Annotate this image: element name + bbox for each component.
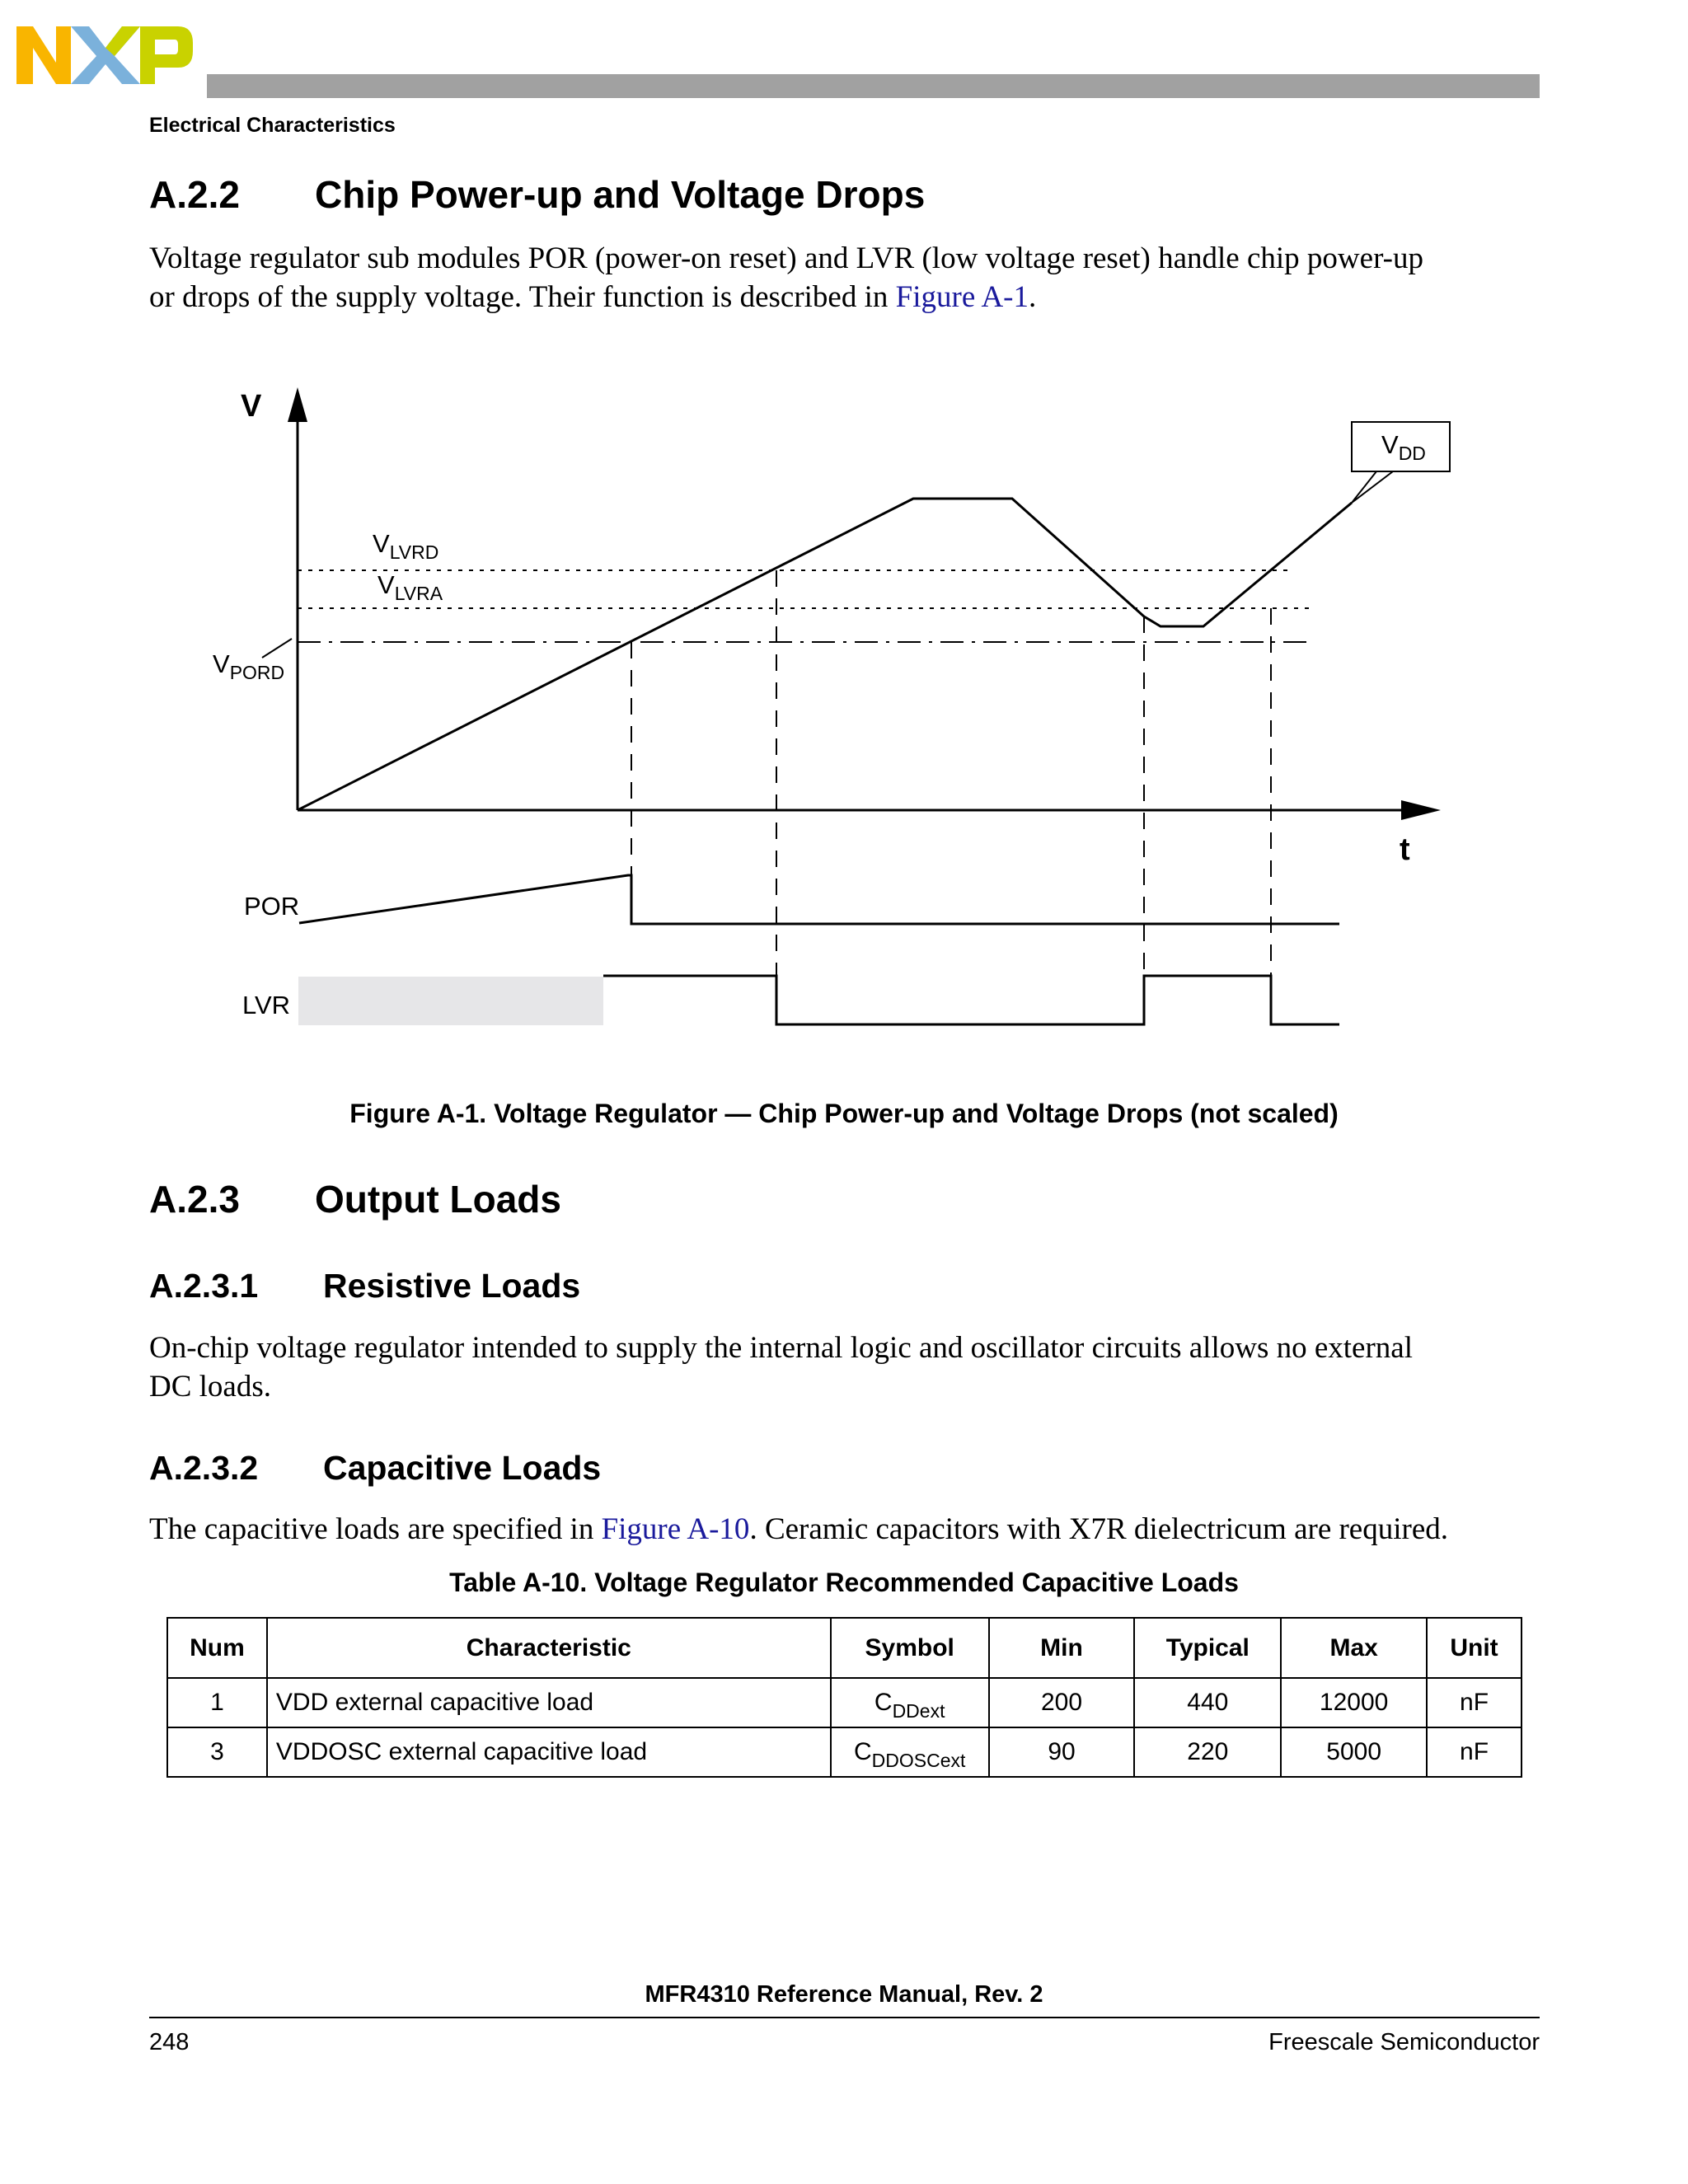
- paragraph-line: DC loads.: [149, 1370, 271, 1404]
- x-axis-label: t: [1400, 832, 1410, 867]
- header-min: Min: [989, 1618, 1135, 1678]
- x-axis-arrow: [1401, 800, 1441, 820]
- symbol-subscript: DDOSCext: [871, 1750, 966, 1771]
- section-number: A.2.3.1: [149, 1267, 259, 1305]
- header-max: Max: [1281, 1618, 1427, 1678]
- publisher-name: Freescale Semiconductor: [1268, 2029, 1540, 2055]
- cell-min: 90: [989, 1727, 1135, 1777]
- symbol-subscript: DDext: [892, 1700, 945, 1722]
- section-title: Chip Power-up and Voltage Drops: [315, 173, 926, 216]
- table-header-row: [167, 1618, 1522, 1678]
- cell-characteristic: VDD external capacitive load: [267, 1678, 831, 1727]
- lvr-label: LVR: [242, 991, 291, 1019]
- header-symbol: Symbol: [831, 1618, 989, 1678]
- por-signal: [299, 875, 1339, 924]
- y-axis-label: V: [241, 389, 262, 424]
- lvr-undefined-region: [298, 977, 603, 1025]
- nxp-logo: [16, 23, 193, 87]
- voltage-regulator-diagram: [0, 363, 1688, 1055]
- cell-unit: nF: [1427, 1678, 1522, 1727]
- cell-symbol: [831, 1727, 989, 1777]
- header-typical: Typical: [1134, 1618, 1281, 1678]
- section-heading-a23: [149, 1177, 561, 1221]
- cell-symbol: [831, 1678, 989, 1727]
- header-num: Num: [167, 1618, 267, 1678]
- paragraph-line: Voltage regulator sub modules POR (power-on reset) and LVR (low voltage reset) handle chip power-up: [149, 241, 1423, 275]
- table-row: [167, 1678, 1522, 1727]
- paragraph-line: On-chip voltage regulator intended to supply the internal logic and oscillator circuits allows no external: [149, 1331, 1414, 1365]
- running-head: Electrical Characteristics: [149, 114, 396, 137]
- table-row: [167, 1727, 1522, 1777]
- section-number: A.2.2: [149, 173, 240, 216]
- cell-characteristic: VDDOSC external capacitive load: [267, 1727, 831, 1777]
- section-number: A.2.3: [149, 1178, 240, 1221]
- capacitive-loads-table: [166, 1617, 1522, 1778]
- vdd-callout-pointer: [1352, 471, 1393, 503]
- paragraph-power-up: [149, 239, 1550, 316]
- vlvra-label: $V_{LVRA}$: [377, 570, 443, 604]
- cell-num: 3: [167, 1727, 267, 1777]
- lvr-signal: [603, 976, 1339, 1024]
- table-caption: Table A-10. Voltage Regulator Recommended Capacitive Loads: [449, 1568, 1239, 1597]
- symbol-main: C: [874, 1689, 893, 1716]
- footer-rule: [149, 2017, 1540, 2018]
- section-title: Capacitive Loads: [323, 1449, 602, 1487]
- section-heading-a22: [149, 172, 925, 217]
- paragraph-line: [149, 1510, 1550, 1549]
- header-characteristic: Characteristic: [267, 1618, 831, 1678]
- vdd-label: $V_{DD}$: [1381, 430, 1426, 464]
- figure-a1-link[interactable]: Figure A-1: [895, 280, 1029, 314]
- cell-unit: nF: [1427, 1727, 1522, 1777]
- cell-typical: 440: [1134, 1678, 1281, 1727]
- paragraph-line: [149, 278, 1550, 316]
- y-axis-arrow: [288, 387, 307, 422]
- figure-caption: Figure A-1. Voltage Regulator — Chip Power-up and Voltage Drops (not scaled): [349, 1099, 1339, 1128]
- section-number: A.2.3.2: [149, 1449, 259, 1487]
- vdd-curve: [298, 499, 1352, 810]
- section-heading-a231: [149, 1267, 580, 1305]
- paragraph-capacitive-loads: [149, 1510, 1550, 1549]
- cell-max: 5000: [1281, 1727, 1427, 1777]
- cell-num: 1: [167, 1678, 267, 1727]
- paragraph-resistive-loads: [149, 1329, 1550, 1406]
- section-heading-a232: [149, 1449, 601, 1488]
- paragraph-text: or drops of the supply voltage. Their function is described in: [149, 280, 896, 314]
- section-title: Resistive Loads: [323, 1267, 581, 1305]
- symbol-main: C: [853, 1738, 872, 1765]
- vlvrd-label: $V_{LVRD}$: [373, 529, 439, 563]
- paragraph-text: .: [1029, 280, 1037, 314]
- section-title: Output Loads: [315, 1178, 561, 1221]
- cell-typical: 220: [1134, 1727, 1281, 1777]
- paragraph-text: . Ceramic capacitors with X7R dielectricum are required.: [749, 1512, 1449, 1546]
- vpord-leader: [262, 639, 292, 658]
- header-unit: Unit: [1427, 1618, 1522, 1678]
- header-bar: [207, 74, 1540, 98]
- paragraph-text: The capacitive loads are specified in: [149, 1512, 602, 1546]
- page-number: 248: [149, 2029, 190, 2055]
- cell-max: 12000: [1281, 1678, 1427, 1727]
- figure-a10-link[interactable]: Figure A-10: [601, 1512, 750, 1546]
- cell-min: 200: [989, 1678, 1135, 1727]
- vpord-label: $V_{PORD}$: [213, 649, 285, 683]
- footer-manual-title: MFR4310 Reference Manual, Rev. 2: [645, 1981, 1043, 2008]
- por-label: POR: [244, 892, 300, 921]
